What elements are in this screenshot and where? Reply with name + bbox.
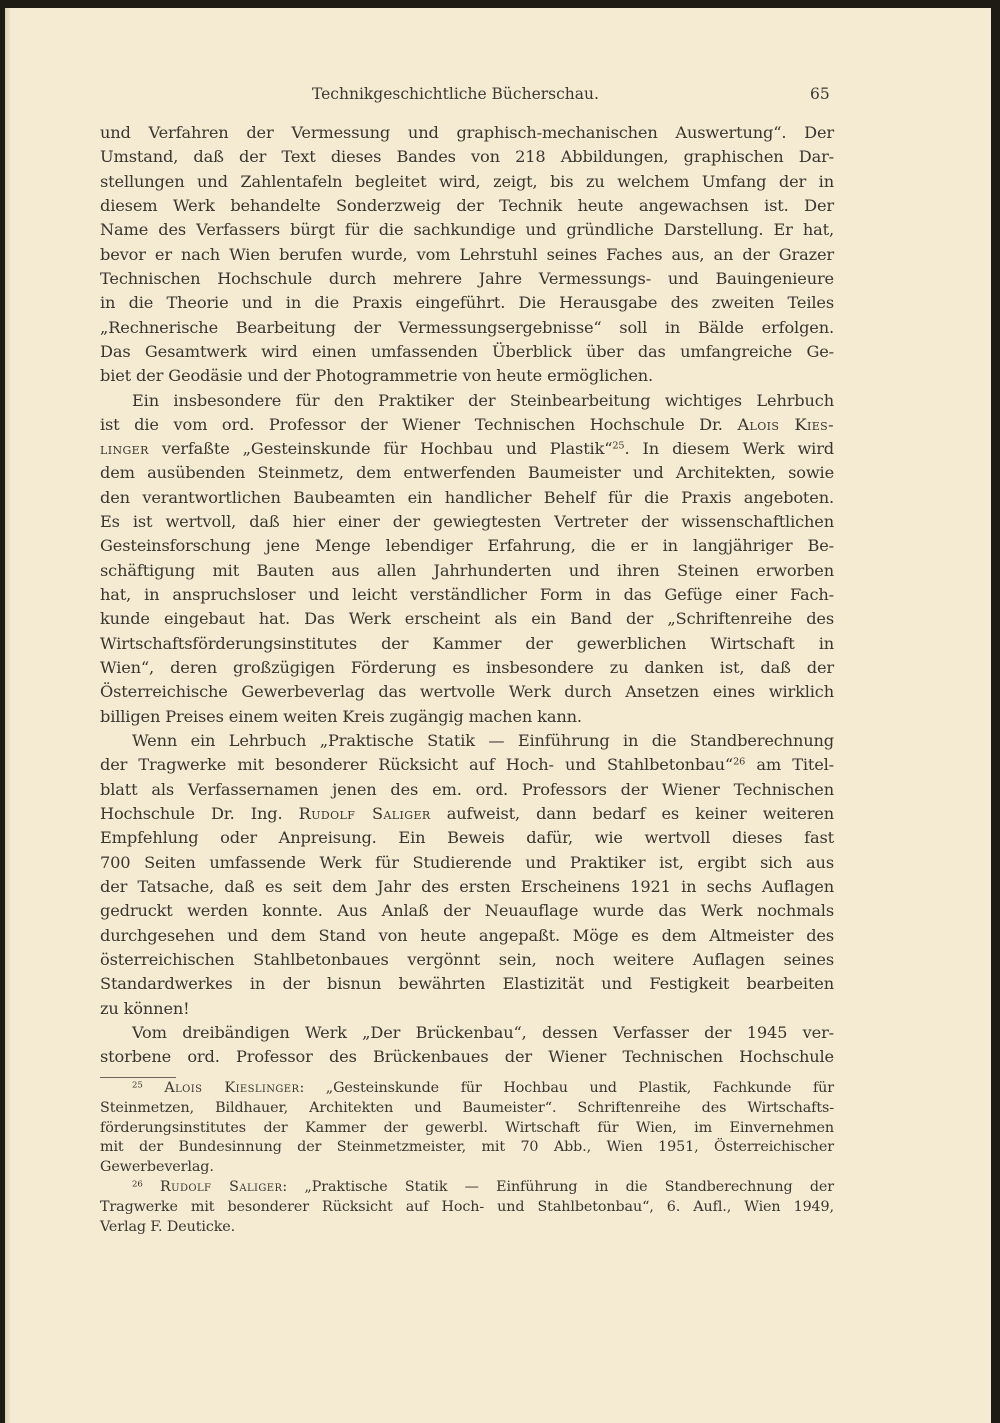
text-run: hat, in anspruchsloser und leicht verständlicher Form in das Gefüge einer Fach- <box>100 585 834 605</box>
text-run: biet der Geodäsie und der Photogrammetrie von heute ermöglichen. <box>100 366 654 386</box>
body-line <box>100 778 834 802</box>
text-run: Das Gesamtwerk wird einen umfassenden Überblick über das umfangreiche Ge- <box>100 341 834 361</box>
text-run: Wenn ein Lehrbuch „Praktische Statik — Einführung in die Standberechnung <box>132 731 834 750</box>
text-run: dem ausübenden Steinmetz, dem entwerfenden Baumeister und Architekten, sowie <box>100 463 834 483</box>
author-name: Alois Kieslinger <box>164 1080 300 1096</box>
body-line <box>100 583 834 607</box>
footnote-line <box>132 1078 834 1098</box>
body-line <box>100 875 834 899</box>
body-line <box>100 607 834 631</box>
body-line <box>100 997 834 1021</box>
body-line <box>100 510 834 534</box>
text-run: . In diesem Werk wird <box>624 439 834 459</box>
body-line <box>100 243 834 267</box>
body-line <box>100 170 834 194</box>
text-run: den verantwortlichen Baubeamten ein handlicher Behelf für die Praxis angeboten. <box>100 487 834 507</box>
body-line <box>100 559 834 583</box>
text-run: Empfehlung oder Anpreisung. Ein Beweis dafür, wie wertvoll dieses fast <box>100 828 834 848</box>
text-run: Österreichische Gewerbeverlag das wertvolle Werk durch Ansetzen eines wirklich <box>100 682 834 702</box>
text-run: gedruckt werden konnte. Aus Anlaß der Neuauflage wurde das Werk nochmals <box>100 901 834 921</box>
footnote-marker: 26 <box>733 756 746 768</box>
text-run: bevor er nach Wien berufen wurde, vom Lehrstuhl seines Faches aus, an der Grazer <box>100 244 834 264</box>
text-run: storbene ord. Professor des Brückenbaues der Wiener Technischen Hochschule <box>100 1047 834 1067</box>
text-run: „Rechnerische Bearbeitung der Vermessungsergebnisse“ soll in Bälde erfolgen. <box>100 317 834 337</box>
body-line <box>100 972 834 996</box>
text-run: : „Praktische Statik — Einführung in die Standberechnung der <box>282 1179 834 1195</box>
text-run: schäftigung mit Bauten aus allen Jahrhunderten und ihren Steinen erworben <box>100 560 834 580</box>
body-line <box>100 656 834 680</box>
text-run: verfaßte „Gesteinskunde für Hochbau und Plastik“ <box>148 439 613 459</box>
body-line <box>100 826 834 850</box>
text-run: kunde eingebaut hat. Das Werk erscheint als ein Band der „Schriftenreihe des <box>100 609 834 629</box>
body-line <box>100 291 834 315</box>
body-line <box>100 534 834 558</box>
text-run <box>143 1080 165 1096</box>
text-run: aufweist, dann bedarf es keiner weiteren <box>430 803 835 823</box>
author-name: Rudolf Saliger <box>160 1179 283 1195</box>
body-line <box>100 437 834 461</box>
body-line <box>100 851 834 875</box>
footnote-marker: 25 <box>132 1080 143 1091</box>
text-run: ist die vom ord. Professor der Wiener Technischen Hochschule Dr. <box>100 414 738 434</box>
running-header: Technikgeschichtliche Bücherschau. <box>312 85 599 103</box>
text-run: in die Theorie und in die Praxis eingeführt. Die Herausgabe des zweiten Teiles <box>100 293 834 313</box>
body-line <box>132 1021 834 1045</box>
text-run <box>143 1179 160 1195</box>
body-line <box>100 413 834 437</box>
footnote-line <box>100 1217 834 1237</box>
text-run: Steinmetzen, Bildhauer, Architekten und Baumeister“. Schriftenreihe des Wirtschafts- <box>100 1099 834 1116</box>
body-line <box>100 267 834 291</box>
text-run: österreichischen Stahlbetonbaues vergönnt sein, noch weitere Auflagen seines <box>100 949 834 969</box>
body-line <box>100 121 834 145</box>
text-run: Name des Verfassers bürgt für die sachkundige und gründliche Darstellung. Er hat, <box>100 220 834 240</box>
body-line <box>100 145 834 169</box>
body-line <box>100 802 834 826</box>
text-run: und Verfahren der Vermessung und graphisch-mechanischen Auswertung“. Der <box>100 123 834 142</box>
body-line <box>100 899 834 923</box>
page-number: 65 <box>810 85 830 103</box>
footnote-line <box>100 1137 834 1157</box>
text-run: förderungsinstitutes der Kammer der gewerbl. Wirtschaft für Wien, im Einvernehmen <box>100 1119 834 1136</box>
page-gutter-shadow <box>5 8 11 1423</box>
author-name: Rudolf Saliger <box>298 803 431 823</box>
footnote-marker: 26 <box>132 1179 143 1190</box>
body-line <box>100 364 834 388</box>
body-line <box>100 486 834 510</box>
text-run: blatt als Verfassernamen jenen des em. ord. Professors der Wiener Technischen <box>100 779 834 799</box>
body-line <box>100 1045 834 1069</box>
body-line <box>100 924 834 948</box>
body-line <box>100 705 834 729</box>
footnote-line <box>100 1118 834 1138</box>
body-line <box>100 948 834 972</box>
body-line <box>100 194 834 218</box>
footnote-line <box>132 1177 834 1197</box>
body-line <box>132 729 834 753</box>
text-run: stellungen und Zahlentafeln begleitet wird, zeigt, bis zu welchem Umfang der in <box>100 171 834 191</box>
text-run: Es ist wertvoll, daß hier einer der gewiegtesten Vertreter der wissenschaftlichen <box>100 512 834 532</box>
footnote-marker: 25 <box>612 440 625 452</box>
author-name: linger <box>100 439 149 459</box>
body-line <box>132 389 834 413</box>
text-run: : „Gesteinskunde für Hochbau und Plastik, Fachkunde für <box>299 1080 834 1096</box>
footnote-line <box>100 1098 834 1118</box>
text-run: Wirtschaftsförderungsinstitutes der Kammer der gewerblichen Wirtschaft in <box>100 633 834 653</box>
text-run: Tragwerke mit besonderer Rücksicht auf Hoch- und Stahlbetonbau“, 6. Aufl., Wien 1949, <box>100 1198 834 1215</box>
text-run: billigen Preises einem weiten Kreis zugängig machen kann. <box>100 706 582 726</box>
body-line <box>100 753 834 777</box>
body-line <box>100 680 834 704</box>
footnote-line <box>100 1197 834 1217</box>
body-line <box>100 461 834 485</box>
text-run: Wien“, deren großzügigen Förderung es insbesondere zu danken ist, daß der <box>100 658 834 678</box>
text-run: Gesteinsforschung jene Menge lebendiger Erfahrung, die er in langjähriger Be- <box>100 536 834 556</box>
text-run: mit der Bundesinnung der Steinmetzmeister, mit 70 Abb., Wien 1951, Österreichischer <box>100 1139 834 1156</box>
body-line <box>100 340 834 364</box>
text-run: 700 Seiten umfassende Werk für Studierende und Praktiker ist, ergibt sich aus <box>100 852 834 872</box>
body-line <box>100 632 834 656</box>
text-run: Vom dreibändigen Werk „Der Brückenbau“, dessen Verfasser der 1945 ver- <box>132 1022 834 1042</box>
text-run: diesem Werk behandelte Sonderzweig der Technik heute angewachsen ist. Der <box>100 195 834 215</box>
text-run: der Tragwerke mit besonderer Rücksicht auf Hoch- und Stahlbetonbau“ <box>100 755 734 775</box>
text-run: Ein insbesondere für den Praktiker der Steinbearbeitung wichtiges Lehrbuch <box>132 390 834 410</box>
text-run: Standardwerkes in der bisnun bewährten Elastizität und Festigkeit bearbeiten <box>100 974 834 994</box>
body-line <box>100 316 834 340</box>
text-run: Umstand, daß der Text dieses Bandes von 218 Abbildungen, graphischen Dar- <box>100 147 834 167</box>
text-run: am Titel- <box>745 755 835 775</box>
body-line <box>100 218 834 242</box>
text-run: der Tatsache, daß es seit dem Jahr des ersten Erscheinens 1921 in sechs Auflagen <box>100 876 834 896</box>
text-run: durchgesehen und dem Stand von heute angepaßt. Möge es dem Altmeister des <box>100 925 834 945</box>
text-run: Technischen Hochschule durch mehrere Jahre Vermessungs- und Bauingenieure <box>100 268 834 288</box>
author-name: Alois Kies- <box>737 414 834 434</box>
text-run: Verlag F. Deuticke. <box>100 1218 236 1235</box>
text-run: Hochschule Dr. Ing. <box>100 803 299 823</box>
footnote-line <box>100 1157 834 1177</box>
text-run: zu können! <box>100 998 190 1018</box>
text-run: Gewerbeverlag. <box>100 1159 214 1176</box>
